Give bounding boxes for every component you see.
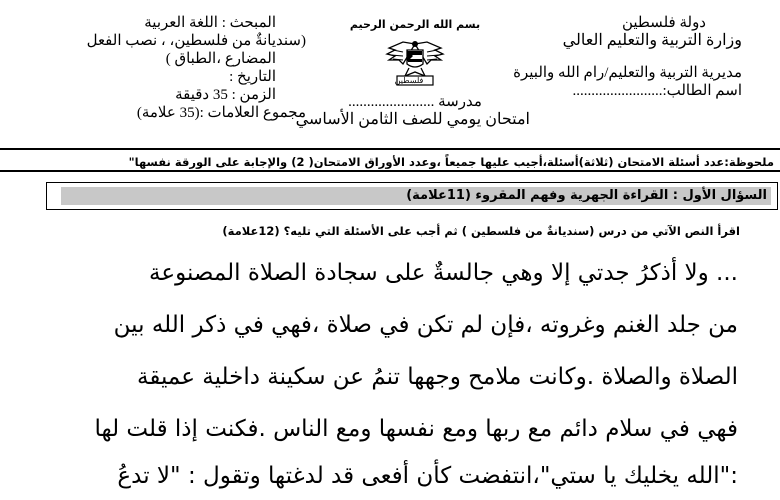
topic-line-1: (سنديانةٌ من فلسطين، ، نصب الفعل [86, 33, 306, 49]
exam-time: الزمن : 35 دقيقة [175, 87, 276, 103]
header-right [513, 14, 742, 100]
total-marks: مجموع العلامات :(35 علامة) [136, 105, 306, 121]
ministry-name: وزارة التربية والتعليم العالي [562, 32, 742, 49]
passage-line: من جلد الغنم وغروته ،فإن لم تكن في صلاة ،فهي في ذكر الله بين [113, 312, 738, 338]
exam-title: امتحان يومي للصف الثامن الأساسي [295, 111, 530, 128]
topic-line-2: المضارع ،الطباق ) [165, 51, 276, 67]
school-name-field[interactable]: مدرسة ....................... [348, 94, 482, 110]
question-1-title: السؤال الأول : القراءة الجهرية وفهم المقروء (11علامة) [61, 187, 771, 205]
question-1-instruction: اقرأ النص الآتي من درس (سنديانةٌ من فلسطين ) ثم أجب على الأسئلة التي تليه؟ (12علامة) [222, 224, 740, 238]
bismillah: بسم الله الرحمن الرحيم [349, 18, 481, 31]
student-name-field[interactable]: اسم الطالب:........................ [572, 83, 742, 99]
passage-line: الصلاة والصلاة .وكانت ملامح وجهها تنمُ عن سكينة داخلية عميقة [137, 364, 738, 390]
exam-note: ملحوظة:عدد أسئلة الامتحان (ثلاثة)أسئلة،أجيب عليها جميعاً ،وعدد الأوراق الامتحان( 2) والإجابة على الورقة نفسها" [0, 148, 780, 172]
subject: المبحث : اللغة العربية [144, 15, 276, 31]
header-center [295, 16, 530, 129]
emblem-caption: فلسطين [394, 76, 424, 85]
state-name: دولة فلسطين [621, 15, 706, 31]
passage-line: فهي في سلام دائم مع ربها ومع نفسها ومع الناس .فكنت إذا قلت لها [94, 416, 738, 442]
question-1-box [46, 182, 778, 210]
header-left [86, 14, 306, 122]
passage-line: ... ولا أذكرُ جدتي إلا وهي جالسةٌ على سجادة الصلاة المصنوعة [149, 260, 738, 286]
directorate-name: مديرية التربية والتعليم/رام الله والبيرة [513, 65, 742, 81]
date-field[interactable]: التاريخ : [229, 69, 276, 85]
passage-line: :"الله يخليك يا ستي"،انتفضت كأن أفعى قد لدغتها وتقول : "لا تدعُ [117, 463, 738, 489]
